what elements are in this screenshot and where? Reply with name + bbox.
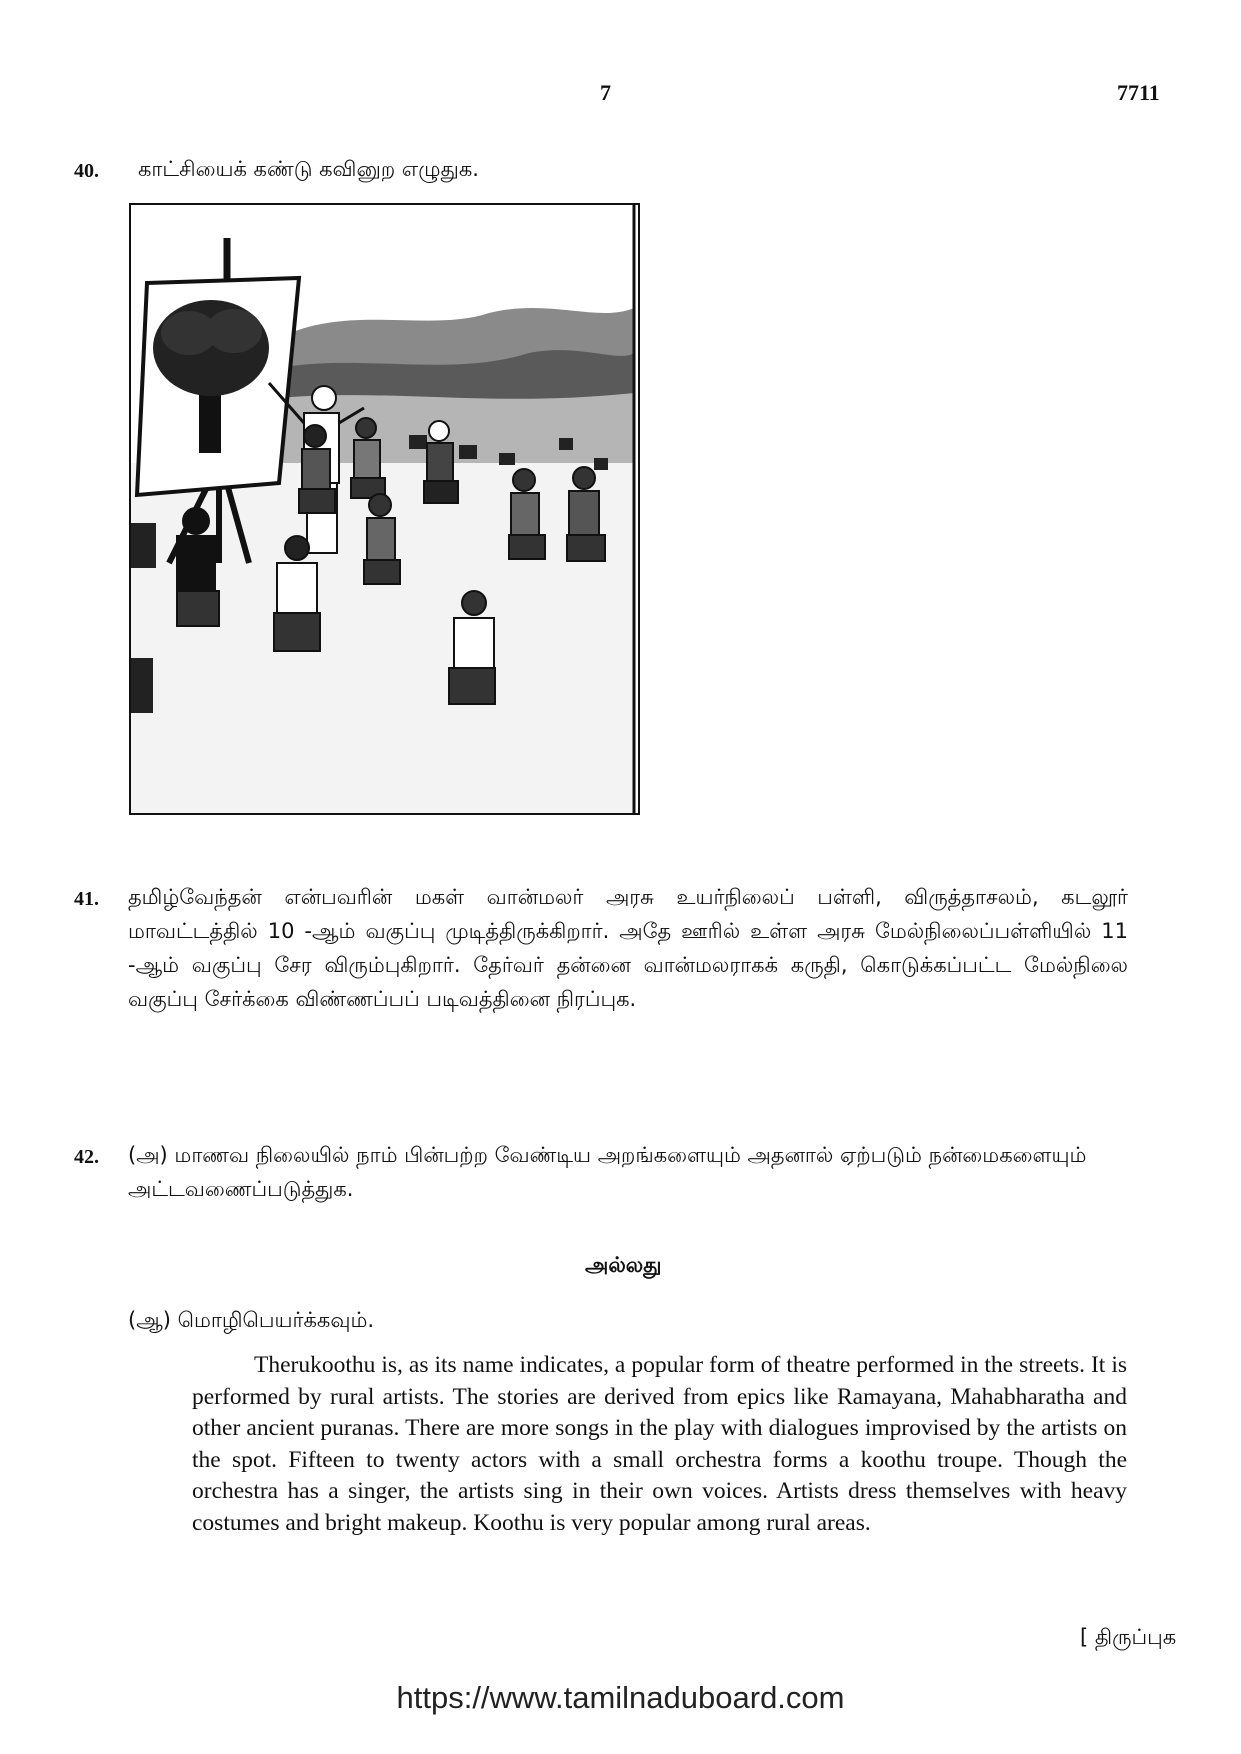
question-41-number: 41.	[74, 888, 99, 910]
question-42a-label: (அ)	[128, 1143, 168, 1167]
question-42b-text: மொழிபெயர்க்கவும்.	[177, 1308, 375, 1332]
question-41-text: தமிழ்வேந்தன் என்பவரின் மகள் வான்மலர் அரசு உயர்நிலைப் பள்ளி, விருத்தாசலம், கடலூர் மாவட்டத்தில் 10 -ஆம் வகுப்பு முடித்திருக்கிறார். அதே ஊரில் உள்ள அரசு மேல்நிலைப்பள்ளியில் 11 -ஆம் வகுப்பு சேர விரும்புகிறார். தேர்வர் தன்னை வான்மலராகக் கருதி, கொடுக்கப்பட்ட மேல்நிலை வகுப்பு சேர்க்கை விண்ணப்பப் படிவத்தினை நிரப்புக.	[128, 885, 1128, 1011]
classroom-illustration	[129, 203, 640, 815]
question-40-text: காட்சியைக் கண்டு கவினுற எழுதுக.	[138, 157, 479, 181]
page-number: 7	[600, 80, 611, 105]
or-separator: அல்லது	[585, 1253, 662, 1277]
website-url[interactable]: https://www.tamilnaduboard.com	[396, 1680, 845, 1715]
turn-over-note: [ திருப்புக	[1080, 1625, 1177, 1649]
question-42b-label: (ஆ)	[128, 1308, 171, 1332]
question-40-number: 40.	[74, 160, 99, 182]
question-42a-text: மாணவ நிலையில் நாம் பின்பற்ற வேண்டிய அறங்களையும் அதனால் ஏற்படும் நன்மைகளையும் அட்டவணைப்படுத்துக.	[128, 1143, 1087, 1201]
question-42a	[128, 1138, 1128, 1206]
translation-passage: Therukoothu is, as its name indicates, a popular form of theatre performed in the streets. It is performed by rural artists. The stories are derived from epics like Ramayana, Mahabharatha and other ancient puranas. There are more songs in the play with dialogues improvised by the artists on the spot. Fifteen to twenty actors with a small orchestra forms a koothu troupe. Though the orchestra has a singer, the artists sing in their own voices. Artists dress themselves with heavy costumes and bright makeup. Koothu is very popular among rural areas.	[192, 1352, 1127, 1536]
question-42b	[128, 1303, 374, 1337]
question-42-number: 42.	[74, 1146, 99, 1168]
paper-code: 7711	[1117, 80, 1160, 105]
